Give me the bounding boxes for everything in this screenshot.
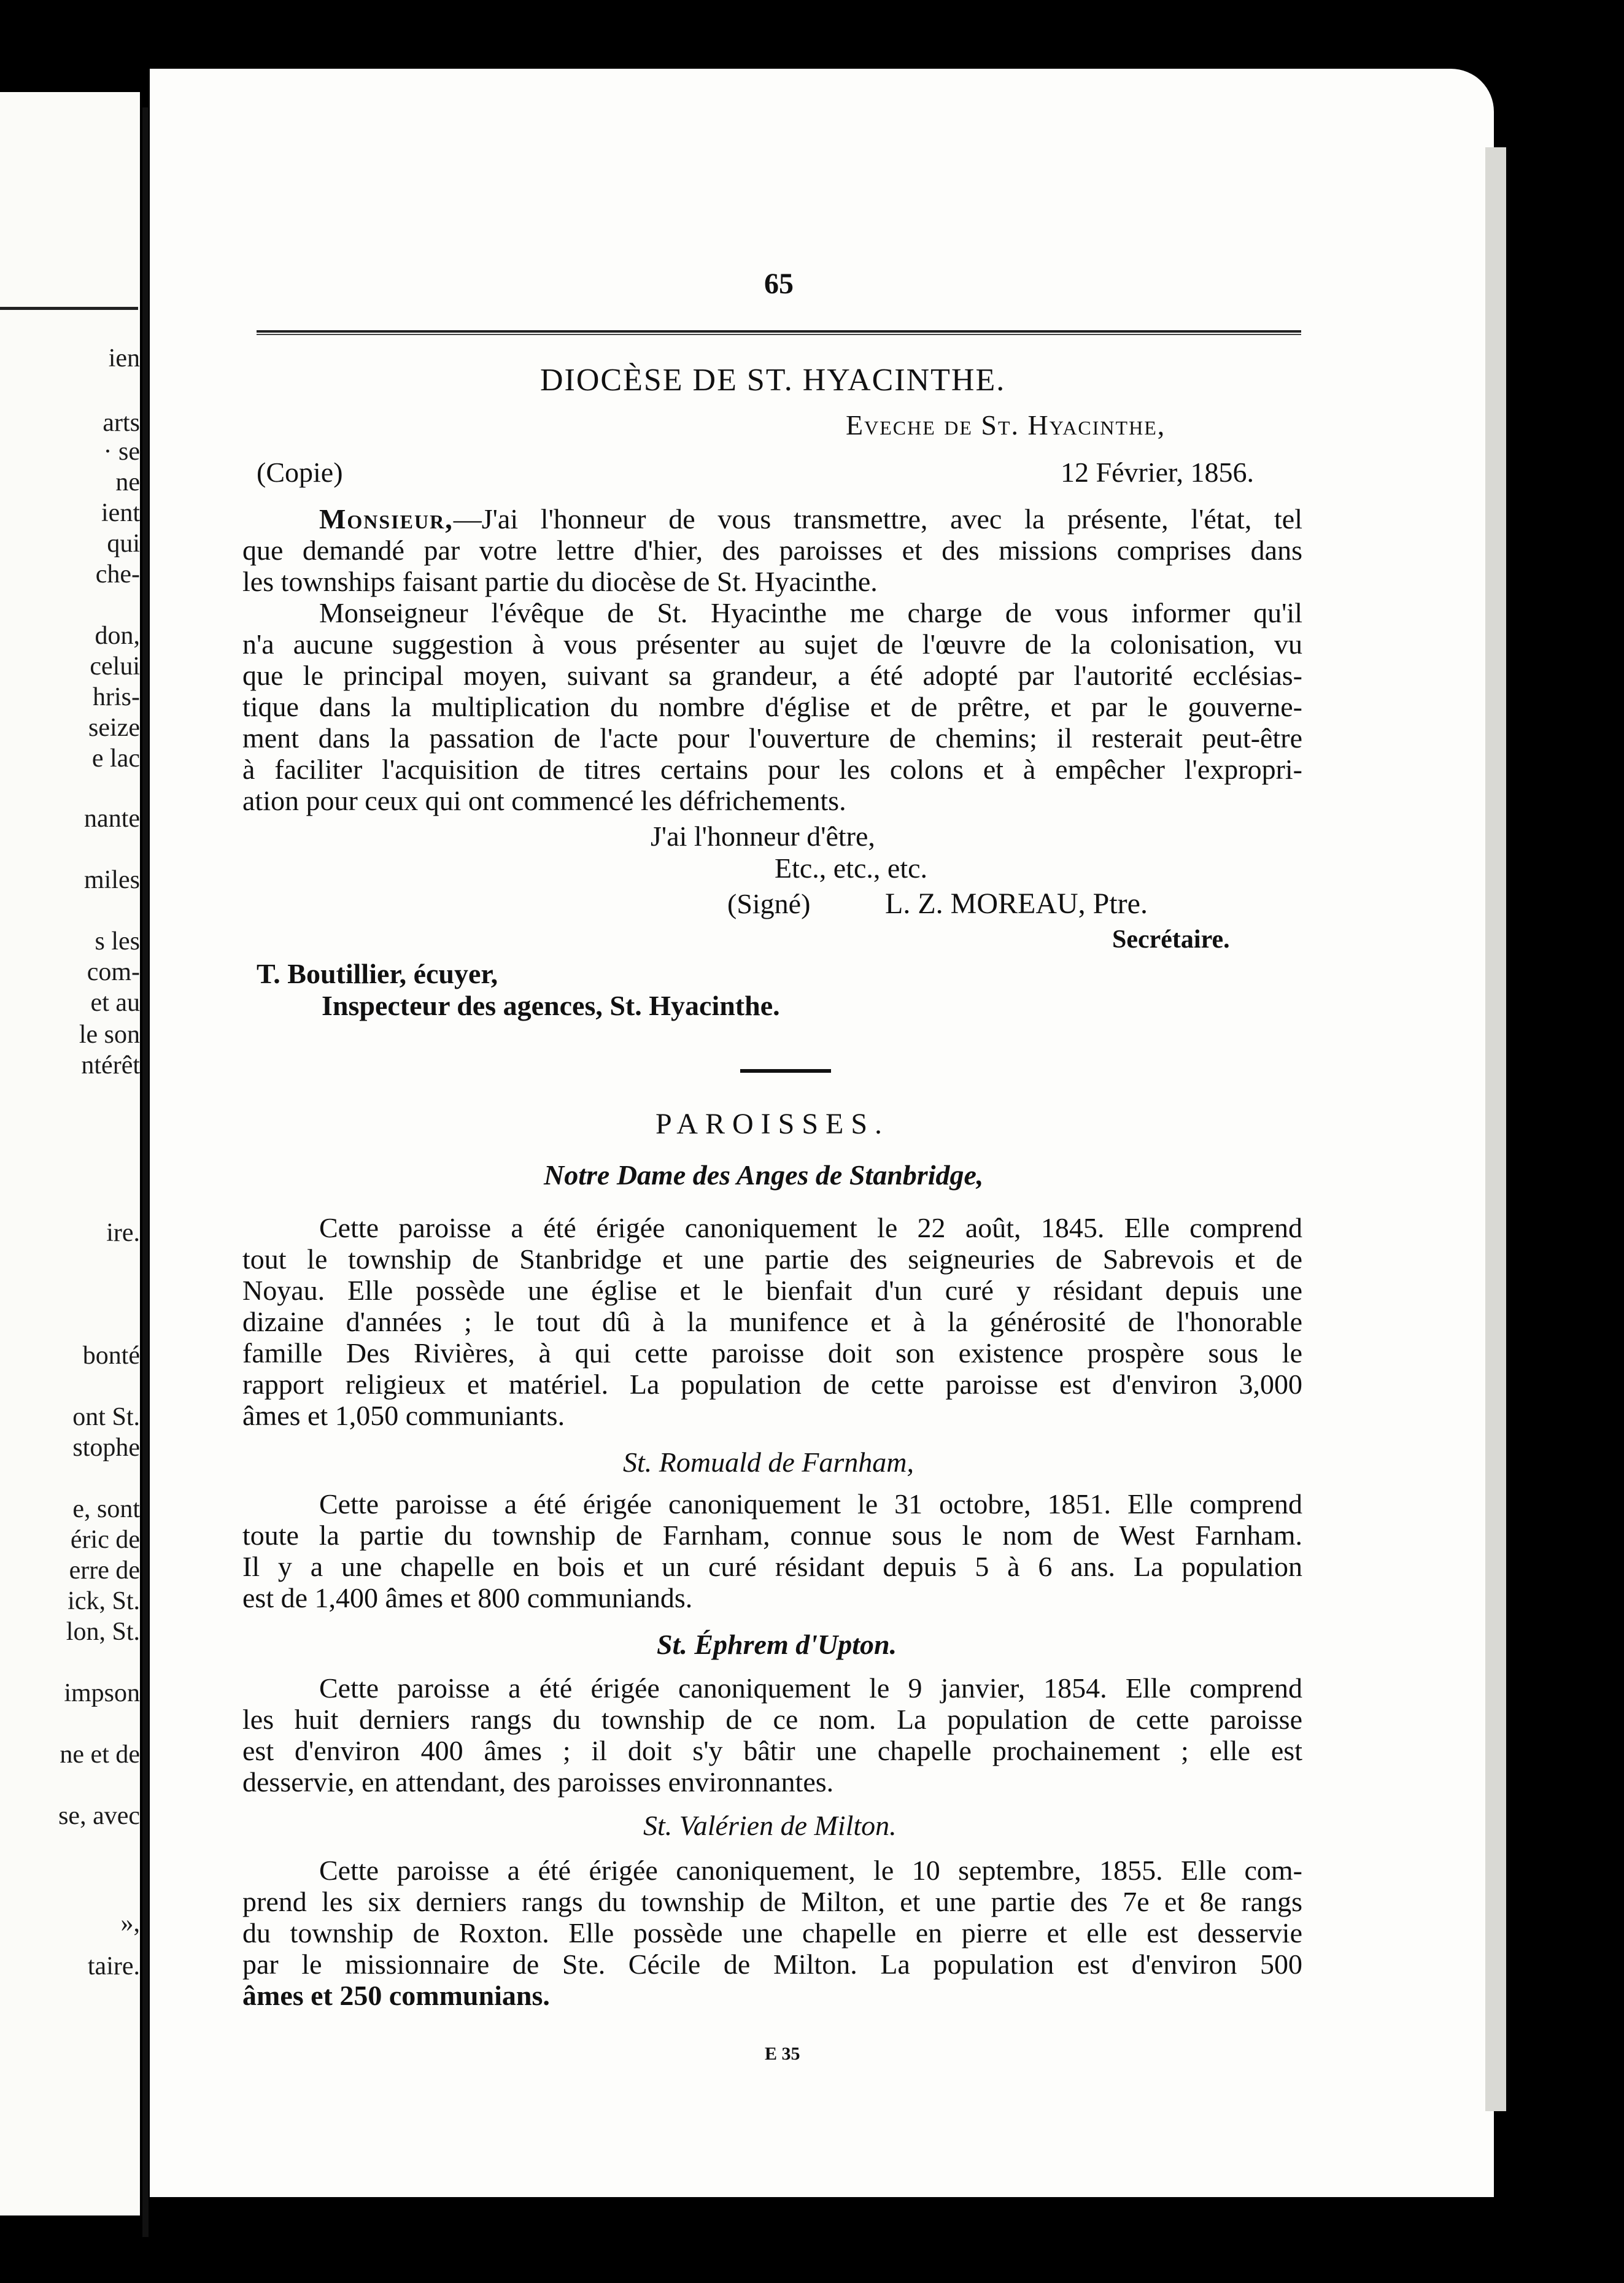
parish-line: tout le township de Stanbridge et une partie des seigneuries de Sabrevois et de [242,1243,1302,1275]
letter-line: tique dans la multiplication du nombre d'église et de prêtre, et par le gouverne- [242,691,1302,722]
parish-line: famille Des Rivières, à qui cette paroisse doit son existence prospère sous le [242,1337,1302,1369]
copie-label: (Copie) [257,457,343,488]
facing-page-text-fragment: impson [64,1679,140,1707]
facing-page-text-fragment: ire. [106,1219,140,1247]
facing-page-text-fragment: com- [87,958,140,986]
addressee: T. Boutillier, écuyer, [257,958,498,989]
parish-name: Notre Dame des Anges de Stanbridge, [544,1159,984,1191]
closing-line: Etc., etc., etc. [775,852,928,884]
parish-line: âmes et 1,050 communiants. [242,1400,565,1431]
facing-page-text-fragment: erre de [69,1556,140,1585]
facing-page-text-fragment: miles [84,866,140,894]
facing-page-text-fragment: don, [95,622,140,650]
section-heading: PAROISSES. [655,1108,890,1140]
facing-page-text-fragment: », [120,1909,140,1937]
parish-line: Noyau. Elle possède une église et le bienfait d'un curé y résidant depuis une [242,1275,1302,1306]
facing-page-text-fragment: ick, St. [68,1587,140,1615]
letter-date: 12 Février, 1856. [1061,457,1254,488]
addressee-role: Inspecteur des agences, St. Hyacinthe. [322,990,780,1021]
letter-line: les townships faisant partie du diocèse de St. Hyacinthe. [242,566,878,597]
facing-page-text-fragment: s les [95,927,140,956]
facing-page-text-fragment: lon, St. [66,1618,140,1646]
facing-page-text-fragment: ient [101,499,140,527]
parish-line: rapport religieux et matériel. La population de cette paroisse est d'environ 3,000 [242,1369,1302,1400]
letter-origin: Eveche de St. Hyacinthe, [846,409,1166,441]
letter-line: que demandé par votre lettre d'hier, des paroisses et des missions comprises dans [242,535,1302,566]
page-edge [1485,147,1506,2111]
letter-line: ation pour ceux qui ont commencé les défrichements. [242,785,846,816]
facing-page-text-fragment: ne [115,468,140,496]
parish-line: âmes et 250 communians. [242,1980,550,2011]
letter-line: ment dans la passation de l'acte pour l'ouverture de chemins; il resterait peut-être [242,722,1302,754]
facing-page-text-fragment: se, avec [58,1802,140,1830]
facing-page-text-fragment: et au [90,989,140,1017]
facing-page-text-fragment: le son [79,1021,140,1049]
closing-line: J'ai l'honneur d'être, [651,821,875,852]
diocese-heading: DIOCÈSE DE ST. HYACINTHE. [540,363,1006,398]
facing-page-text-fragment: éric de [70,1526,140,1554]
facing-page-text-fragment: celui [90,652,140,681]
parish-name: St. Valérien de Milton. [643,1810,897,1841]
facing-page-text-fragment: stophe [72,1434,140,1462]
parish-line: les huit derniers rangs du township de ce nom. La population de cette paroisse [242,1704,1302,1735]
facing-page-text-fragment: arts [102,409,140,437]
parish-line: prend les six derniers rangs du township de Milton, et une partie des 7e et 8e rangs [242,1886,1302,1917]
facing-page-text-fragment: ntérêt [81,1051,140,1080]
parish-line: Cette paroisse a été érigée canoniquement le 9 janvier, 1854. Elle comprend [319,1672,1302,1704]
parish-line: est de 1,400 âmes et 800 communiands. [242,1582,693,1613]
facing-page-text-fragment: hris- [93,683,140,711]
letter-line: que le principal moyen, suivant sa grandeur, a été adopté par l'autorité ecclésias- [242,660,1302,691]
letter-line: Monsieur,—J'ai l'honneur de vous transmettre, avec la présente, l'état, tel [319,503,1302,535]
parish-name: St. Romuald de Farnham, [623,1447,914,1478]
page-number: 65 [764,268,794,300]
parish-line: du township de Roxton. Elle possède une chapelle en pierre et elle est desservie [242,1917,1302,1949]
signe-label: (Signé) [727,888,811,919]
facing-page-text-fragment: seize [88,714,140,742]
parish-line: Cette paroisse a été érigée canoniquement le 22 août, 1845. Elle comprend [319,1212,1302,1243]
facing-page-text-fragment: ien [108,344,140,373]
page-gutter [142,107,149,2237]
parish-line: dizaine d'années ; le tout dû à la munifence et à la générosité de l'honorable [242,1306,1302,1337]
signatory-name: L. Z. MOREAU, Ptre. [885,887,1148,920]
parish-line: toute la partie du township de Farnham, connue sous le nom de West Farnham. [242,1520,1302,1551]
salutation: Monsieur, [319,503,454,535]
facing-page-text-fragment: qui [107,530,140,558]
facing-page-text-fragment: bonté [82,1342,140,1370]
facing-page-text-fragment: ne et de [60,1740,140,1769]
facing-page-rule [0,307,138,310]
parish-line: par le missionnaire de Ste. Cécile de Milton. La population est d'environ 500 [242,1949,1302,1980]
facing-page-fragment [0,92,140,2215]
parish-line: Cette paroisse a été érigée canoniquement le 31 octobre, 1851. Elle comprend [319,1488,1302,1520]
parish-name: St. Éphrem d'Upton. [657,1629,897,1660]
facing-page-text-fragment: che- [95,560,140,589]
facing-page-text-fragment: taire. [87,1952,140,1980]
facing-page-text-fragment: e lac [91,744,140,773]
letter-line: à faciliter l'acquisition de titres certains pour les colons et à empêcher l'expropri- [242,754,1302,785]
letter-line: n'a aucune suggestion à vous présenter au sujet de l'œuvre de la colonisation, vu [242,628,1302,660]
parish-line: est d'environ 400 âmes ; il doit s'y bâtir une chapelle prochainement ; elle est [242,1735,1302,1766]
facing-page-text-fragment: e, sont [72,1495,140,1523]
header-rule [257,329,1301,338]
signatory-title: Secrétaire. [1112,925,1230,954]
parish-line: desservie, en attendant, des paroisses environnantes. [242,1766,834,1798]
facing-page-text-fragment: · se [103,438,140,466]
parish-line: Il y a une chapelle en bois et un curé résidant depuis 5 à 6 ans. La population [242,1551,1302,1582]
facing-page-text-fragment: ont St. [72,1403,140,1431]
letter-line: Monseigneur l'évêque de St. Hyacinthe me charge de vous informer qu'il [319,597,1302,628]
parish-line: Cette paroisse a été érigée canoniquement, le 10 septembre, 1855. Elle com- [319,1855,1302,1886]
section-divider [740,1069,831,1073]
signature-mark: E 35 [765,2044,800,2064]
facing-page-text-fragment: nante [84,805,140,833]
